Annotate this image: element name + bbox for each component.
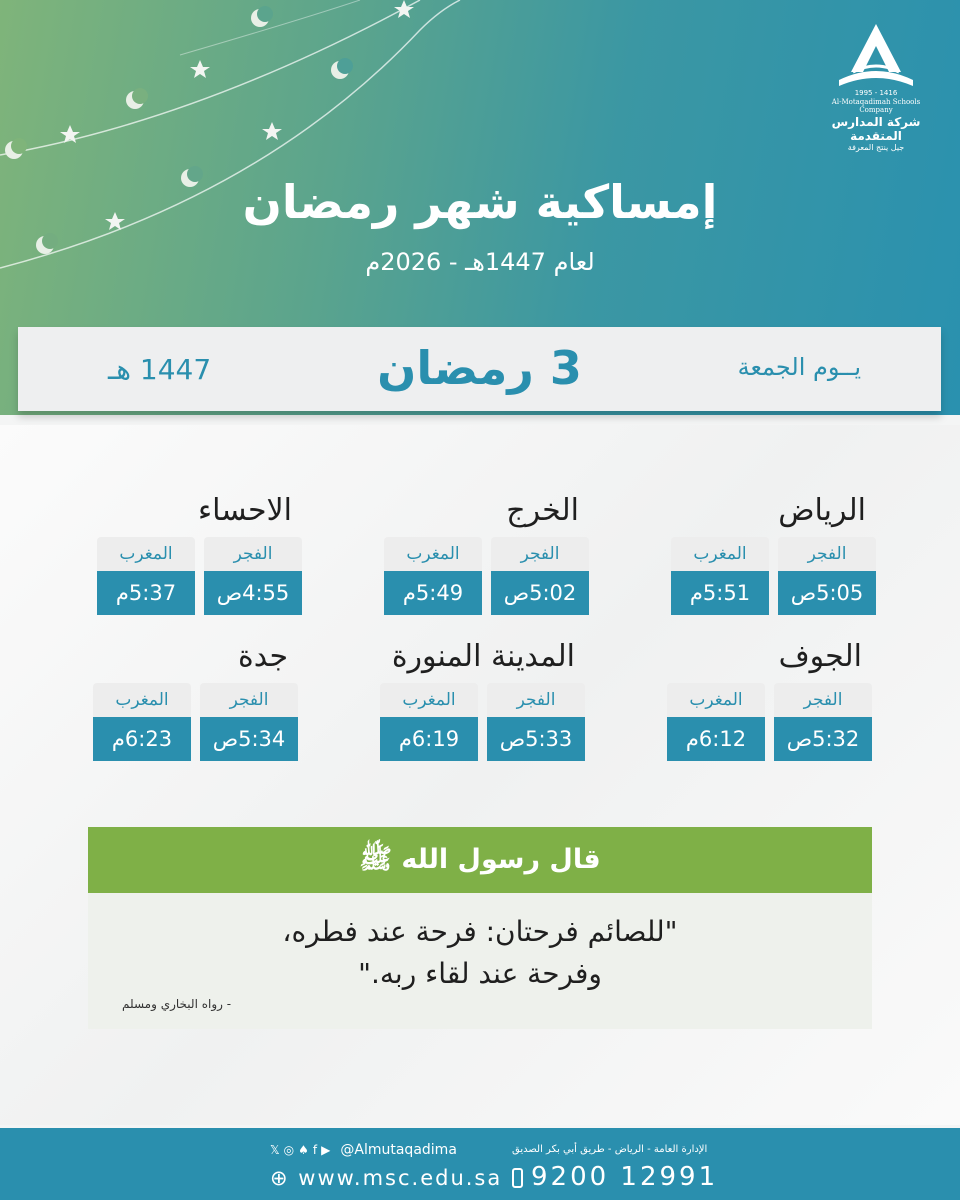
fajr-time <box>200 683 298 761</box>
fajr-time <box>487 683 585 761</box>
maghrib-value: 6:19م <box>380 717 478 761</box>
footer-social[interactable] <box>270 1142 457 1158</box>
maghrib-value: 6:12م <box>667 717 765 761</box>
x-icon[interactable]: 𝕏 <box>270 1143 280 1157</box>
fajr-value: 4:55ص <box>204 571 302 615</box>
fajr-time <box>774 683 872 761</box>
logo-mark-icon <box>831 22 921 88</box>
company-logo <box>816 22 936 152</box>
maghrib-value: 6:23م <box>93 717 191 761</box>
city-name: المدينة المنورة <box>391 639 575 674</box>
page-title: إمساكية شهر رمضان <box>242 175 718 229</box>
youtube-icon[interactable]: ▶ <box>321 1143 331 1157</box>
maghrib-time <box>667 683 765 761</box>
fajr-time <box>204 537 302 615</box>
maghrib-label: المغرب <box>97 537 195 571</box>
fajr-value: 5:33ص <box>487 717 585 761</box>
fajr-value: 5:02ص <box>491 571 589 615</box>
day-of-week: يــوم الجمعة <box>737 353 861 381</box>
maghrib-time <box>380 683 478 761</box>
maghrib-label: المغرب <box>93 683 191 717</box>
social-icons <box>270 1142 334 1158</box>
maghrib-time <box>384 537 482 615</box>
city-name: الخرج <box>506 493 579 528</box>
hijri-date: 3 رمضان <box>377 341 582 395</box>
globe-icon: ⊕ <box>270 1166 290 1190</box>
maghrib-label: المغرب <box>384 537 482 571</box>
hadith-heading: قال رسول الله ﷺ <box>88 827 872 893</box>
fajr-time <box>491 537 589 615</box>
maghrib-label: المغرب <box>380 683 478 717</box>
fajr-value: 5:05ص <box>778 571 876 615</box>
maghrib-label: المغرب <box>671 537 769 571</box>
maghrib-value: 5:49م <box>384 571 482 615</box>
hadith-source: - رواه البخاري ومسلم <box>122 997 232 1011</box>
city-card-jeddah <box>88 639 298 761</box>
city-name: جدة <box>237 639 288 674</box>
page-subtitle: لعام 1447هـ - 2026م <box>365 248 595 276</box>
footer-website[interactable] <box>270 1166 502 1190</box>
city-card-ahsa <box>92 493 302 615</box>
maghrib-time <box>671 537 769 615</box>
logo-tagline: جيل ينتج المعرفة <box>847 143 905 152</box>
maghrib-value: 5:51م <box>671 571 769 615</box>
city-name: الجوف <box>778 639 862 674</box>
fajr-value: 5:32ص <box>774 717 872 761</box>
fajr-label: الفجر <box>778 537 876 571</box>
fajr-label: الفجر <box>774 683 872 717</box>
fajr-time <box>778 537 876 615</box>
maghrib-time <box>93 683 191 761</box>
city-card-jouf <box>662 639 872 761</box>
fajr-value: 5:34ص <box>200 717 298 761</box>
instagram-icon[interactable]: ◎ <box>283 1143 295 1157</box>
date-bar <box>18 327 941 411</box>
city-card-madinah <box>375 639 585 761</box>
footer <box>0 1128 960 1200</box>
logo-years: 1995 - 1416 <box>854 89 898 97</box>
snapchat-icon[interactable]: ♠ <box>298 1143 309 1157</box>
hadith-body <box>88 893 872 1029</box>
city-name: الرياض <box>778 493 866 528</box>
hadith-line-1: "للصائم فرحتان: فرحة عند فطره، <box>282 915 678 948</box>
phone-number: 9200 12991 <box>531 1162 719 1192</box>
maghrib-value: 5:37م <box>97 571 195 615</box>
fajr-label: الفجر <box>200 683 298 717</box>
hadith-text <box>88 911 872 995</box>
phone-icon <box>512 1168 523 1188</box>
hadith-card <box>88 827 872 1029</box>
city-card-kharj <box>379 493 589 615</box>
logo-name-english: Al-Motaqadimah Schools Company <box>831 98 921 114</box>
maghrib-time <box>97 537 195 615</box>
social-handle: @Almutaqadima <box>340 1142 457 1158</box>
fajr-label: الفجر <box>204 537 302 571</box>
hadith-line-2: وفرحة عند لقاء ربه." <box>358 957 602 990</box>
facebook-icon[interactable]: f <box>312 1143 318 1157</box>
website-url: www.msc.edu.sa <box>298 1166 503 1190</box>
city-card-riyadh <box>666 493 876 615</box>
maghrib-label: المغرب <box>667 683 765 717</box>
fajr-label: الفجر <box>491 537 589 571</box>
hijri-year: 1447 هـ <box>108 353 212 386</box>
fajr-label: الفجر <box>487 683 585 717</box>
footer-phone[interactable] <box>512 1162 718 1192</box>
city-name: الاحساء <box>198 493 292 528</box>
footer-address: الإدارة العامة - الرياض - طريق أبي بكر الصديق <box>512 1144 708 1155</box>
logo-name-arabic: شركة المدارس المتقدمة <box>831 115 921 143</box>
